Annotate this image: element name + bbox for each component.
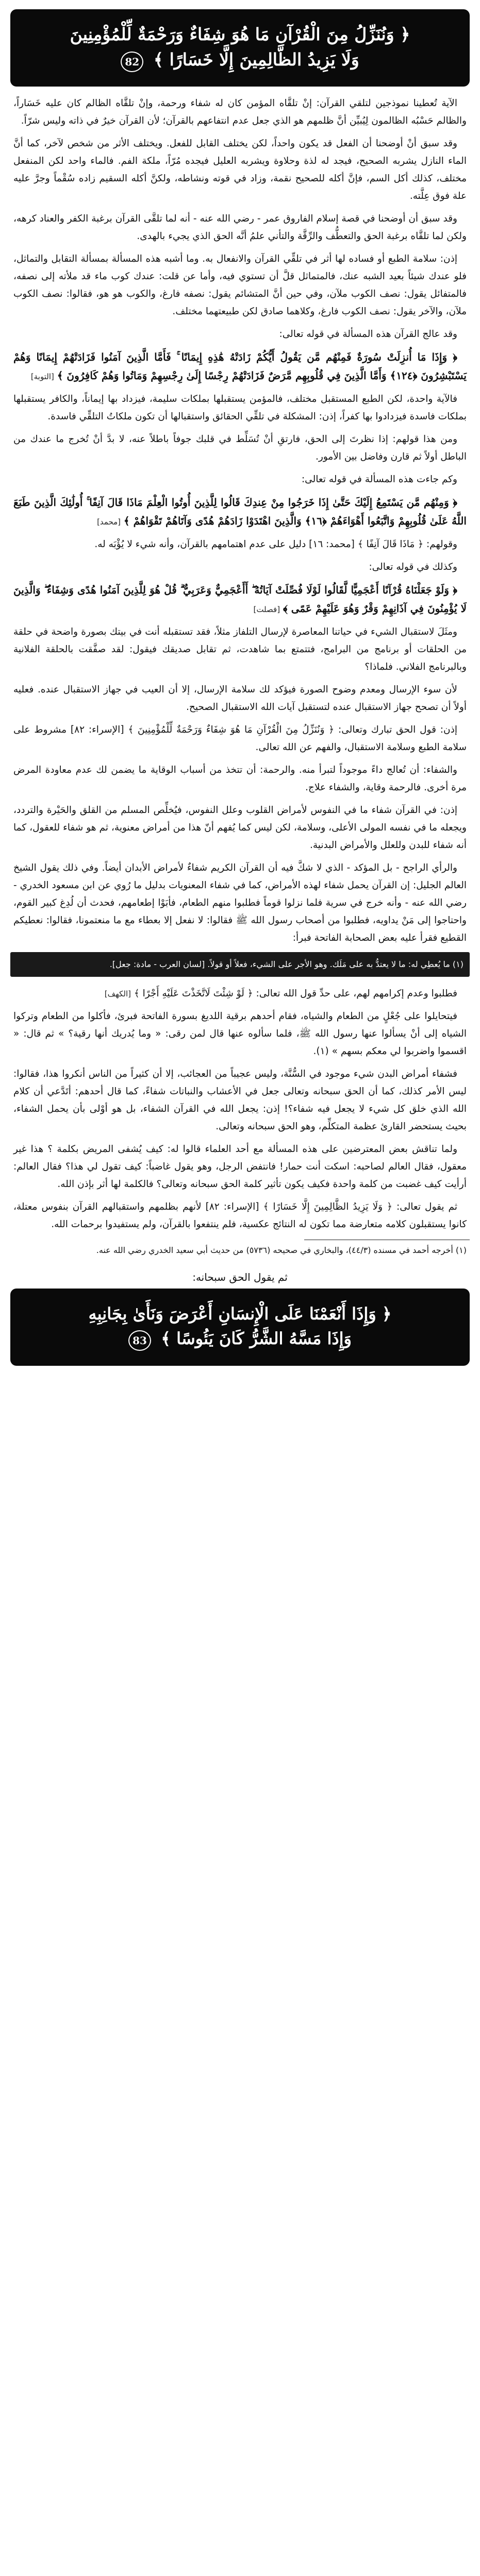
commentary-body-continued — [10, 985, 470, 1233]
verse-number-badge: 83 — [128, 1330, 151, 1351]
paragraph: وكذلك في قوله تعالى: — [369, 562, 457, 572]
surah-reference: [الكهف] — [104, 989, 131, 998]
paragraph: فيتحايلوا على جُعْلٍ من الطعام والشياه، فقام أحدهم برقية اللديغ بسورة الفاتحة فبرئ، فأكلوا من الطعام وتركوا الشياه إلى أنْ يسألوا عنها رسول الله ﷺ، فلما سألوه عنها قال لمن رقى: « وما يُدريك أنها رقية؟ » ثم قال: « اقسموا واضربوا لي معكم بسهم » (١). — [13, 1011, 467, 1057]
closing-intro: ثم يقول الحق سبحانه: — [192, 1271, 288, 1283]
footer-verse-line-1: ﴿ وَإِذَا أَنْعَمْنَا عَلَى الْإِنسَانِ أَعْرَضَ وَنَأَىٰ بِجَانِبِهِ — [88, 1304, 392, 1324]
paragraph: وقد سبق أنْ أوضحنا أن الفعل قد يكون واحداً، لكن يختلف القابل للفعل. ويختلف الأثر من شخص لآخر، كما أنَّ الماء النازل يشربه الصحيح، فيجد له لذة وحلاوة ويشربه العليل فيجده مُرّاً، ملكة الفم. فالماء واحد لكن المنفعل مختلف، كذلك أكل السم، فإنَّ أكله للصحيح نقمة، وزاد في قوته ونشاطه، ولكنَّ أكله السقيم زاده سُقْماً وجرَّ عليه علة فوق عِلَّته. — [13, 138, 467, 201]
paragraph: فالآية واحدة، لكن الطبع المستقبل مختلف، فالمؤمن يستقبلها بملكات سليمة، فيزداد بها إيماناً، والكافر يستقبلها بملكات فاسدة فيزدادوا بها كفراً، إذن: المشكلة في تلقِّي الحقائق واستقبالها أن تكون ملكاتُ التلقِّي فاسدة. — [13, 394, 467, 422]
commentary-body — [10, 95, 470, 947]
header-verse-line-1: ﴿ وَنُنَزِّلُ مِنَ الْقُرْآنِ مَا هُوَ شِفَاءٌ وَرَحْمَةٌ لِّلْمُؤْمِنِينَ — [70, 24, 410, 44]
footer-verse-banner — [10, 1289, 470, 1366]
quran-verse-text: ﴿ وَلَوْ جَعَلْنَاهُ قُرْآنًا أَعْجَمِيًّا لَّقَالُوا لَوْلَا فُصِّلَتْ آيَاتُهُ ۖ أَأَعْجَمِيٌّ وَعَرَبِيٌّ ۗ قُلْ هُوَ لِلَّذِينَ آمَنُوا هُدًى وَشِفَاءٌ ۖ وَالَّذِينَ لَا يُؤْمِنُونَ فِي آذَانِهِمْ وَقْرٌ وَهُوَ عَلَيْهِمْ عَمًى ﴾ — [13, 584, 467, 615]
paragraph: ثم يقول تعالى: ﴿ وَلَا يَزِيدُ الظَّالِمِينَ إِلَّا خَسَارًا ﴾ [الإسراء: ٨٢] لأنهم بظلمهم واستقبالهم القرآن بنفوس معتلة، كانوا يستقبلون كلامه متعارضة مما تكون له النتائج عكسية، فلم ينتفعوا بالقرآن، ولم يستفيدوا برحمات الله. — [13, 1201, 467, 1230]
paragraph: وقد عالج القرآن هذه المسألة في قوله تعالى: — [279, 329, 457, 340]
paragraph: إذن: سلامة الطبع أو فساده لها أثر في تلقِّي القرآن والانفعال به. وما أشبه هذه المسألة بمسألة التقابل والتماثل، فلو عندك شيئاً بعيد الشبه عنك، فالمتماثل قلَّ أن تستوي فيه، وأما عن قلت: عندك كوب ماء قد ملأته إلى نصفه، فالمتفائل يقول: نصف الكوب ملآن، وفي حين أنَّ المتشائم يقول: نصفه فارغ، والكوب هو هو، فقالوا: نصف الكوب ملآن، والآخر يقول: نصف الكوب فارغ، وكلاهما صادق لكن طبيعتهما مختلف. — [13, 253, 467, 317]
header-verse-line-2 — [121, 49, 359, 72]
header-verse-line-2-text: وَلَا يَزِيدُ الظَّالِمِينَ إِلَّا خَسَارًا ﴾ — [153, 49, 359, 70]
header-verse-banner — [10, 9, 470, 87]
page-footnote: (١) ما يُعطِي له: ما لا يعتدُّ به على مَلَك. وهو الأجر على الشيء، فعلاً أو قولاً. [لسان العرب - مادة: جعل]. — [10, 952, 470, 977]
quran-quote — [13, 581, 467, 618]
footer-verse-line-2 — [128, 1328, 352, 1351]
footer-verse-line-2-text: وَإِذَا مَسَّهُ الشَّرُّ كَانَ يَئُوسًا ﴾ — [161, 1329, 352, 1348]
paragraph: وقد سبق أن أوضحنا في قصة إسلام الفاروق عمر - رضي الله عنه - أنه لما تلقَّى القرآن برغبة الكفر والعناد كرهه، ولكن لما تلقَّاه برغبة الحق والتعطُّف والرِّقَّة والتأني علمُ أنَّه الحق الذي يجيء بالهدى. — [13, 213, 467, 242]
paragraph: الآية تُعطينا نموذجين لتلقي القرآن: إنْ تلقَّاه المؤمن كان له شفاء ورحمة، وإنْ تلقَّاه الظالم كان عليه خَسَاراً، والظالم حَسْبُه الظالمون لِيُبيِّن أنَّ ظلمهم هو الذي جعل عدم انتفاعهم بالقرآن؛ لأن القرآن خيرٌ في ذاته وليس شرّاً. — [13, 98, 467, 126]
verse-number-badge: 82 — [121, 52, 143, 72]
paragraph-text: فطلبوا وعدم إكرامهم لهم، على حدِّ قول الله تعالى: ﴿ لَوْ شِئْتَ لَاتَّخَذْتَ عَلَيْهِ أَجْرًا ﴾ — [134, 988, 457, 999]
quran-verse-text: ﴿ وَإِذَا مَا أُنزِلَتْ سُورَةٌ فَمِنْهُم مَّن يَقُولُ أَيُّكُمْ زَادَتْهُ هَٰذِهِ إِيمَانًا ۚ فَأَمَّا الَّذِينَ آمَنُوا فَزَادَتْهُمْ إِيمَانًا وَهُمْ يَسْتَبْشِرُونَ ﴿١٢٤﴾ وَأَمَّا الَّذِينَ فِي قُلُوبِهِم مَّرَضٌ فَزَادَتْهُمْ رِجْسًا إِلَىٰ رِجْسِهِمْ وَمَاتُوا وَهُمْ كَافِرُونَ ﴾ — [13, 351, 467, 382]
surah-reference: [محمد] — [97, 517, 121, 527]
paragraph: وقولهم: ﴿ مَاذَا قَالَ آنِفًا ﴾ [محمد: ١٦] دليل على عدم اهتمامهم بالقرآن، وأنه شيء لا يُؤْبَه له. — [94, 539, 457, 550]
quran-verse-text: ﴿ وَمِنْهُم مَّن يَسْتَمِعُ إِلَيْكَ حَتَّىٰ إِذَا خَرَجُوا مِنْ عِندِكَ قَالُوا لِلَّذِينَ أُوتُوا الْعِلْمَ مَاذَا قَالَ آنِفًا ۚ أُولَٰئِكَ الَّذِينَ طَبَعَ اللَّهُ عَلَىٰ قُلُوبِهِمْ وَاتَّبَعُوا أَهْوَاءَهُمْ ﴿١٦﴾ وَالَّذِينَ اهْتَدَوْا زَادَهُمْ هُدًى وَآتَاهُمْ تَقْوَاهُمْ ﴾ — [13, 496, 467, 527]
paragraph: لأن سوء الإرسال ومعدم وضوح الصورة فيؤكد لك سلامة الإرسال، إلا أن العيب في جهاز الاستقبال عنده. فعليه أولاً أن تصحح جهاز الاستقبال عنده لتستقبل آيات الله الاستقبال الصحيح. — [13, 684, 467, 713]
hadith-footnote: (١) أخرجه أحمد في مسنده (٤٤/٣)، والبخاري في صحيحه (٥٧٣٦) من حديث أبي سعيد الخدري رضي الله عنه. — [96, 1245, 467, 1255]
paragraph — [13, 985, 467, 1003]
paragraph: والشفاء: أن تُعالج داءً موجوداً لتبرأ منه. والرحمة: أن تتخذ من أسباب الوقاية ما يضمن لك عدم معاودة المرض مرة أخرى. فالرحمة وقاية، والشفاء علاج. — [13, 765, 467, 793]
paragraph: والرأي الراجح - بل المؤكد - الذي لا شكَّ فيه أن القرآن الكريم شفاءٌ لأمراض الأبدان أيضاً. وفي ذلك يقول الشيخ العالم الجليل: إن القرآن يحمل شفاء لهذه الأمراض، كما في شفاء المعنويات بدليل ما رُوي عن ابن مسعود الخدري - رضي الله عنه - وأنه خرج في سرية فلما نزلوا قوماً فطلبوا منهم الطعام، فأبَوْا إطعامهم، فحدث أن لُدِغ كبير القوم، واحتاجوا إلى مَنْ يداويه، فطلبوا من أصحاب رسول الله ﷺ فقالوا: لا نفعل إلا بعطاء مع ما منعتمونا، فقالوا: نعطيكم القطيع فقرأ عليه بعض الصحابة الفاتحة فبرأ: — [13, 862, 467, 943]
paragraph: ومثَلَ لاستقبال الشيء في حياتنا المعاصرة لإرسال التلفاز مثلاً، فقد تستقبله أنت في بيتك بصورة واضحة في حلقة من الحلقات أو برنامج من البرامج، فتتمتع بما شاهدت، ثم تقابل صديقك فيقول: لقد صفَّقت بالحلقة الفلانية وبالبرنامج الفلاني. فلماذا؟ — [13, 626, 467, 672]
surah-reference: [التوبة] — [30, 372, 54, 381]
surah-reference: [فصلت] — [253, 605, 280, 614]
quran-quote — [13, 494, 467, 531]
paragraph: وكم جاءت هذه المسألة في قوله تعالى: — [301, 474, 457, 485]
paragraph: إذن: قول الحق تبارك وتعالى: ﴿ وَنُنَزِّلُ مِنَ الْقُرْآنِ مَا هُوَ شِفَاءٌ وَرَحْمَةٌ لِّلْمُؤْمِنِينَ ﴾ [الإسراء: ٨٢] مشروط على سلامة الطبع وسلامة الاستقبال، والفهم عن الله تعالى. — [13, 724, 467, 753]
paragraph: ومن هذا قولهم: إذا نظرتَ إلى الحق، فارتقِ أنْ تُسَلِّط في قلبك جوفاً باطلاً عنه، لا بدَّ أنْ تُخرج ما عندك من الباطل أولاً ثم قارن وفاضل بين الأمور. — [13, 434, 467, 462]
paragraph: إذن: في القرآن شفاء ما في النفوس لأمراض القلوب وعلل النفوس، فيُخلِّص المسلم من القلق والحَيْرة والتردد، ويجعله ما في نفسه المولى الأعلى، وسلامة، لكن ليس كما يُفهم أنّ هذا من أمراض معنوية، ثم هو شفاء للعقول، كما أنه شفاء للبدن وللعلل والأمراض البدنية. — [13, 805, 467, 851]
quran-quote — [13, 348, 467, 385]
paragraph: فشفاء أمراض البدن شيء موجود في السُّنَّة، وليس عجيباً من العجائب، إلا أن كثيراً من الناس أنكروا هذا، فقالوا: ليس الأمر كذلك، كما أن الحق سبحانه وتعالى جعل في الأعشاب والنباتات شفاءً، كما قال أحدهم: أتَدَّعي أن كلام الله الذي خلق كل شيء لا يجعل فيه شفاء؟! إذن: يجعل الله في القرآن الشفاء، بل هو أوْلى بأن يحمل الشفاء، بحيث يستحضر القارئ عظمة المتكلِّم، وهو الحق سبحانه وتعالى. — [13, 1069, 467, 1132]
paragraph: ولما تناقش بعض المعترضين على هذه المسألة مع أحد العلماء قالوا له: كيف يُشفى المريض بكلمة ؟ هذا غير معقول، فقال العالم لصاحبه: اسكت أنت حمار! فانتفض الرجل، وهو يقول غاضباً: كيف تقول لي هذا؟ فقال العالم: أرأيت كيف غضبت من كلمة واحدة فكيف يكون تأثير كلمة الحق سبحانه وتعالى؟ فالكلمة لها أثر بإذن الله. — [13, 1144, 467, 1190]
